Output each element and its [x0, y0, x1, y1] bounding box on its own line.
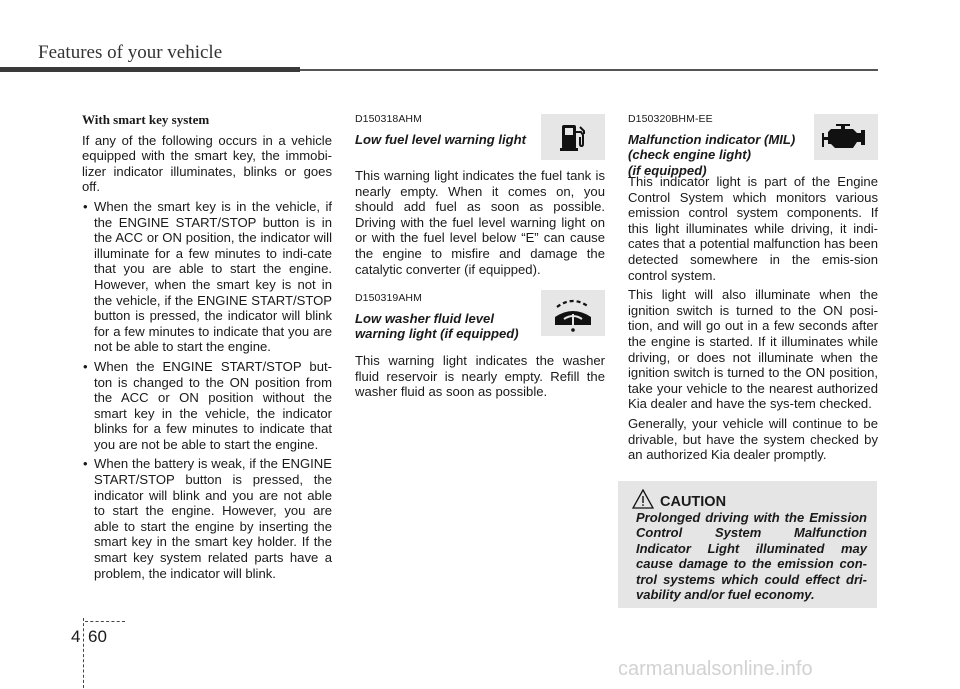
fuel-code: D150318AHM: [355, 113, 422, 125]
washer-code: D150319AHM: [355, 292, 422, 305]
column-mil: [628, 112, 878, 467]
column-smart-key: [82, 112, 332, 585]
fuel-title: Low fuel level warning light: [355, 131, 526, 147]
page-number: 60: [88, 627, 107, 646]
smart-key-bullets: [82, 199, 332, 581]
smart-key-heading: With smart key system: [82, 112, 210, 127]
footer-divider-horizontal: [85, 621, 125, 622]
mil-title-line3: (if equipped): [628, 162, 707, 178]
header-rule-dark: [0, 67, 300, 72]
mil-code: D150320BHM-EE: [628, 113, 713, 125]
mil-title-line2: (check engine light): [628, 147, 751, 163]
washer-title-line1: Low washer fluid level: [355, 310, 494, 326]
check-engine-icon: [814, 114, 878, 160]
washer-title-line2: warning light (if equipped): [355, 326, 519, 342]
caution-box: [618, 481, 877, 608]
washer-fluid-icon: [541, 290, 605, 336]
mil-title-line1: Malfunction indicator (MIL): [628, 131, 796, 147]
smart-key-intro: If any of the following occurs in a vehicle equipped with the smart key, the immobi-lizer indicator illuminates, blinks or goes off.: [82, 132, 332, 195]
caution-text: Prolonged driving with the Emission Control System Malfunction Indicator Light illuminated may cause damage to the emission con-trol systems which could effect dri-vability and/or fuel economy.: [636, 510, 867, 603]
bullet-item: • When the ENGINE START/STOP but-ton is changed to the ON position from the ACC or ON position without the smart key in the vehicle, the indicator blinks for a few minutes to indicate that you are not be able to start the engine.: [82, 359, 332, 453]
column-warning-lights: [355, 112, 605, 404]
mil-section-head: [628, 112, 878, 178]
header-rule-light: [300, 69, 878, 71]
page-header-title: Features of your vehicle: [38, 42, 223, 63]
mil-paragraph-3: Generally, your vehicle will continue to be drivable, but have the system checked by an authorized Kia dealer promptly.: [628, 415, 878, 463]
washer-body: This warning light indicates the washer fluid reservoir is nearly empty. Refill the washer fluid as soon as possible.: [355, 353, 605, 400]
mil-paragraph-2: This light will also illuminate when the ignition switch is turned to the ON posi-tion, and will go out in a few seconds after the engine is started. If it illuminates while driving, or does not illuminate when the ignition switch is turned to the ON position, take your vehicle to the nearest authorized Kia dealer and have the sys-tem checked.: [628, 287, 878, 412]
bullet-item: • When the battery is weak, if the ENGINE START/STOP button is pressed, the indicator will blink and you are not able to start the engine. However, you are able to start the engine by inserting the smart key in the smart key holder. If the smart key system related parts have a problem, the indicator will blink.: [82, 456, 332, 581]
fuel-section-head: [355, 112, 605, 168]
fuel-pump-icon: [541, 114, 605, 160]
caution-label: CAUTION: [660, 493, 727, 510]
watermark: carmanualsonline.info: [618, 658, 813, 680]
washer-section-head: [355, 291, 605, 353]
section-number: 4: [71, 627, 81, 646]
fuel-body: This warning light indicates the fuel tank is nearly empty. When it comes on, you should add fuel as soon as possible. Driving with the fuel level warning light on or with the fuel level below “E” can cause the engine to misfire and damage the catalytic converter (if equipped).: [355, 168, 605, 277]
mil-paragraph-1: This indicator light is part of the Engine Control System which monitors various emission control system components. If this light illuminates while driving, it indi-cates that a potential malfunction has been detected somewhere in the emis-sion control system.: [628, 174, 878, 283]
bullet-item: • When the smart key is in the vehicle, if the ENGINE START/STOP button is in the ACC or ON position, the indicator will illuminate for a few minutes to indi-cate that you are able to start the engine. However, when the smart key is not in the vehicle, if the ENGINE START/STOP button is pressed, the indicator will blink for a few minutes to indicate that you are not be able to start the engine.: [82, 199, 332, 355]
footer-divider-vertical: [83, 618, 84, 688]
